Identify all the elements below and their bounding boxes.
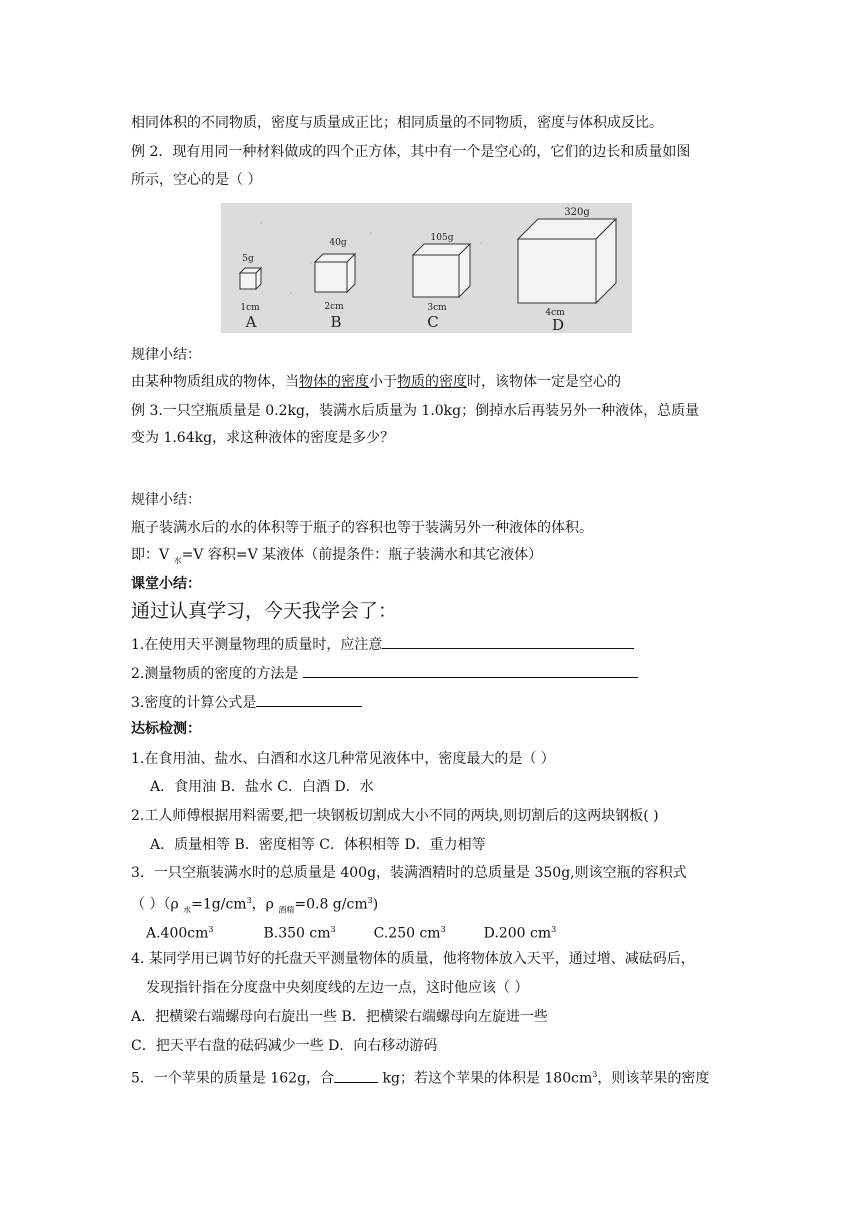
t5-sup: 3 — [592, 1070, 598, 1079]
learned-heading: 通过认真学习，今天我学会了： — [131, 600, 398, 622]
t5-part-a: 5．一个苹果的质量是 162g，合 — [131, 1070, 335, 1087]
test-4-options-1: A．把横梁右端螺母向右旋出一些 B．把横梁右端螺母向左旋进一些 — [131, 1009, 548, 1025]
cube-a-mass: 5g — [242, 254, 254, 264]
cube-d-edge: 4cm — [545, 308, 565, 318]
t3-option-b: B.350 cm — [263, 925, 331, 942]
cube-a-edge: 1cm — [240, 303, 260, 313]
test-4-line-2: 发现指针指在分度盘中央刻度线的左边一点，这时他应该（ ） — [146, 980, 529, 996]
test-1-question: 1.在食用油、盐水、白酒和水这几种常见液体中，密度最大的是（ ） — [131, 751, 555, 767]
rule-summary-2-title: 规律小结： — [131, 492, 201, 508]
t3-part-2: =1g/cm — [191, 896, 247, 913]
t3-part-1: （ ）（ρ — [131, 896, 184, 913]
cube-a-letter: A — [245, 313, 257, 331]
t3-option-d-sup: 3 — [551, 925, 557, 934]
test-3-densities — [131, 891, 378, 920]
test-5-line — [131, 1065, 709, 1089]
t3-sub-water: 水 — [183, 905, 192, 915]
cube-d-mass: 320g — [564, 207, 590, 218]
test-4-line-1: 4. 某同学用已调节好的托盘天平测量物体的质量，他将物体放入天平，通过增、减砝码后， — [131, 951, 695, 967]
cube-c-mass: 105g — [430, 233, 454, 243]
check-heading: 达标检测： — [131, 721, 201, 737]
summary-q3 — [131, 691, 362, 713]
t3-sup-2: 3 — [367, 896, 373, 905]
example-2-line-2: 所示，空心的是（ ） — [131, 172, 262, 188]
rule-text-part-b: 小于 — [369, 374, 397, 390]
cube-b-mass: 40g — [329, 238, 347, 248]
text-line-1: 相同体积的不同物质，密度与质量成正比；相同质量的不同物质，密度与体积成反比。 — [131, 115, 663, 131]
formula-line — [131, 545, 542, 571]
cube-d-letter: D — [551, 316, 565, 333]
summary-q3-text: 3.密度的计算公式是 — [131, 695, 257, 711]
t3-part-5: ) — [372, 896, 379, 913]
t3-option-a: A.400cm — [146, 925, 209, 942]
formula-part-a: 即：V — [131, 547, 174, 563]
example-2-line-1: 例 2．现有用同一种材料做成的四个正方体，其中有一个是空心的，它们的边长和质量如图 — [131, 144, 691, 160]
t3-option-b-sup: 3 — [330, 925, 336, 934]
test-3-question: 3．一只空瓶装满水时的总质量是 400g，装满酒精时的总质量是 350g,则该空瓶的容积式 — [131, 865, 687, 881]
rule-underline-2: 物质的密度 — [397, 374, 467, 390]
summary-q1-blank[interactable] — [382, 633, 634, 649]
cube-b-letter: B — [330, 313, 342, 331]
summary-q1 — [131, 633, 634, 655]
test-1-options: A．食用油 B．盐水 C．白酒 D．水 — [150, 779, 374, 795]
cubes-figure — [221, 203, 632, 333]
summary-q2-text: 2.测量物质的密度的方法是 — [131, 666, 299, 682]
rule-text-part-c: 时，该物体一定是空心的 — [467, 374, 621, 390]
rule-underline-1: 物体的密度 — [299, 374, 369, 390]
cube-c-letter: C — [427, 313, 439, 331]
rule-summary-1-title: 规律小结： — [131, 347, 201, 363]
test-2-question: 2.工人师傅根据用料需要,把一块钢板切割成大小不同的两块,则切割后的这两块钢板( ) — [131, 808, 659, 824]
rule-summary-1-text — [131, 372, 621, 392]
t3-part-3: ，ρ — [251, 896, 279, 913]
t3-option-c-sup: 3 — [440, 925, 446, 934]
t3-option-a-sup: 3 — [208, 925, 214, 934]
cubes-illustration — [221, 203, 632, 333]
rule-summary-2-text: 瓶子装满水后的水的体积等于瓶子的容积也等于装满另外一种液体的体积。 — [131, 520, 593, 536]
test-3-options — [146, 920, 556, 944]
formula-subscript: 水 — [173, 555, 182, 565]
t3-option-d: D.200 cm — [483, 925, 552, 942]
summary-q1-text: 1.在使用天平测量物理的质量时，应注意 — [131, 637, 383, 653]
cube-c-edge: 3cm — [427, 303, 447, 313]
summary-q2 — [131, 662, 638, 684]
cube-b-edge: 2cm — [324, 302, 344, 312]
example-3-line-2: 变为 1.64kg，求这种液体的密度是多少？ — [131, 430, 395, 446]
formula-part-b: =V 容积=V 某液体（前提条件：瓶子装满水和其它液体） — [181, 547, 543, 563]
t3-part-4: =0.8 g/cm — [294, 896, 368, 913]
example-3-line-1: 例 3.一只空瓶质量是 0.2kg，装满水后质量为 1.0kg；倒掉水后再装另外一种液体，总质量 — [131, 403, 700, 419]
t3-sub-alcohol: 酒精 — [278, 905, 295, 915]
t5-blank[interactable] — [334, 1067, 378, 1083]
test-2-options: A．质量相等 B．密度相等 C．体积相等 D．重力相等 — [150, 837, 486, 853]
summary-q3-blank[interactable] — [256, 691, 362, 707]
t5-part-b: kg；若这个苹果的体积是 180cm — [378, 1070, 593, 1087]
t3-option-c: C.250 cm — [373, 925, 441, 942]
summary-q2-blank[interactable] — [303, 662, 638, 678]
class-summary-heading: 课堂小结： — [131, 576, 201, 592]
rule-text-part-a: 由某种物质组成的物体，当 — [131, 374, 299, 390]
test-4-options-2: C．把天平右盘的砝码减少一些 D．向右移动游码 — [131, 1038, 438, 1054]
t3-sup-1: 3 — [246, 896, 252, 905]
t5-part-c: ，则该苹果的密度 — [597, 1070, 710, 1087]
